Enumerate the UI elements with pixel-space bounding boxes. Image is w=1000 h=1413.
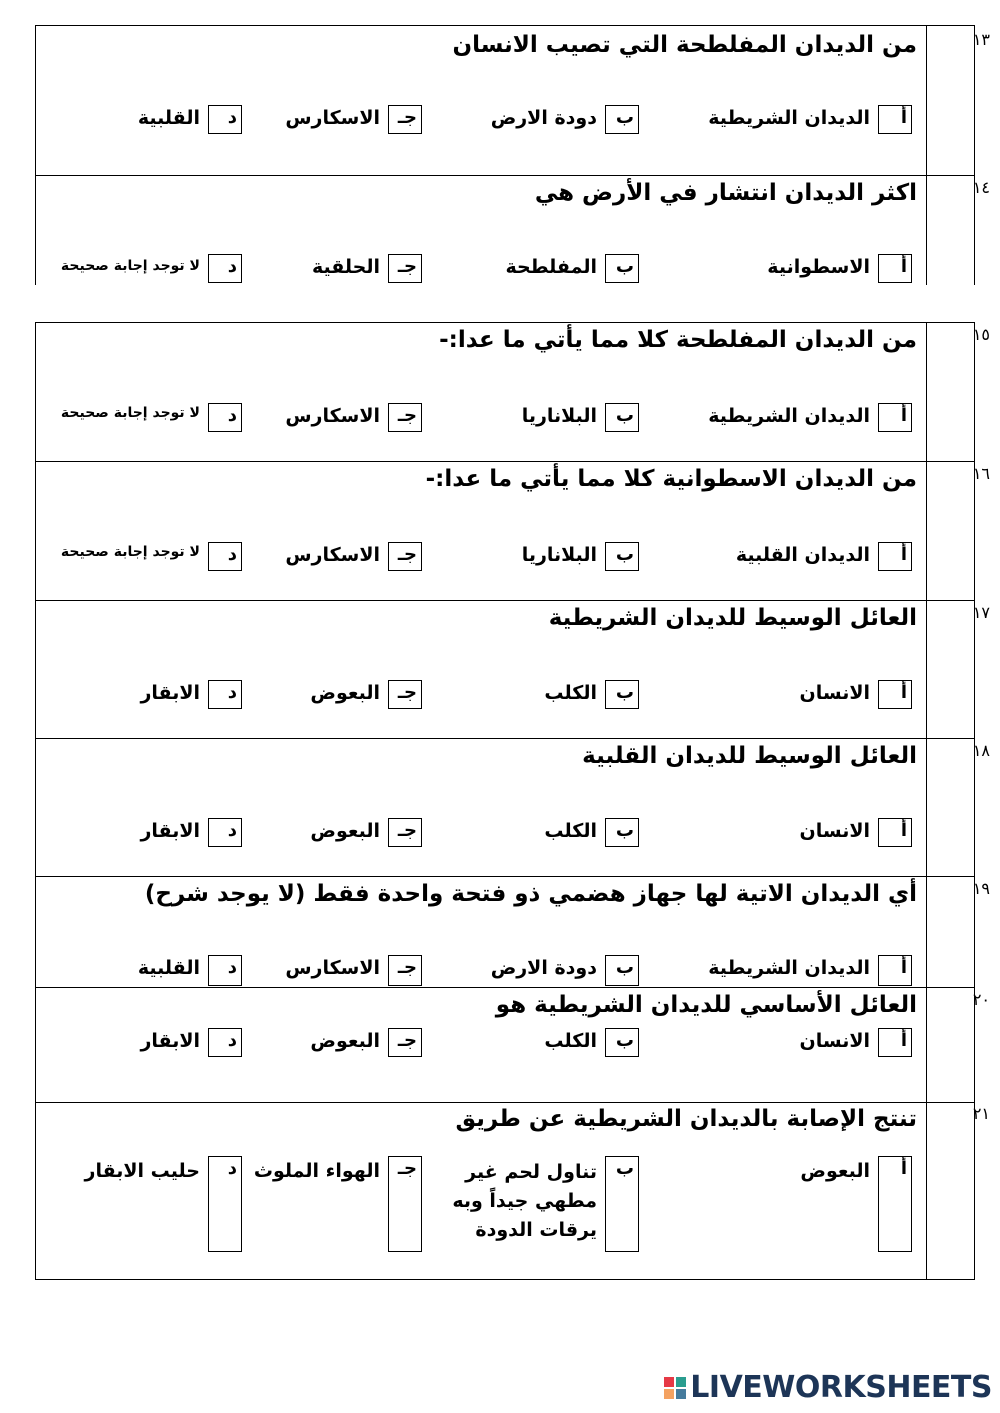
option-b-box[interactable] xyxy=(605,254,639,283)
option-d-text: لا توجد إجابة صحيحة xyxy=(60,405,200,421)
question-text: العائل الوسيط للديدان الشريطية xyxy=(548,605,917,631)
option-letter: د xyxy=(227,682,237,703)
question-text: العائل الوسيط للديدان القلبية xyxy=(582,743,917,769)
question-number: ١٣ xyxy=(972,30,990,49)
table-upper xyxy=(35,25,975,285)
option-c-box[interactable] xyxy=(388,105,422,134)
option-letter: ب xyxy=(615,820,634,841)
option-a-box[interactable] xyxy=(878,680,912,709)
option-a-text: البعوض xyxy=(800,1160,870,1182)
option-a-text: الديدان الشريطية xyxy=(708,957,870,979)
question-text: أي الديدان الاتية لها جهاز هضمي ذو فتحة واحدة فقط (لا يوجد شرح) xyxy=(144,881,917,907)
option-a-box[interactable] xyxy=(878,955,912,986)
option-a-box[interactable] xyxy=(878,254,912,283)
option-letter: ب xyxy=(615,1030,634,1051)
option-c-box[interactable] xyxy=(388,680,422,709)
option-c-text: الاسكارس xyxy=(285,957,380,979)
question-text: اكثر الديدان انتشار في الأرض هي xyxy=(534,180,917,206)
question-number: ١٥ xyxy=(972,325,990,344)
question-number: ١٧ xyxy=(972,603,990,622)
option-d-box[interactable] xyxy=(208,1028,242,1057)
option-b-box[interactable] xyxy=(605,955,639,986)
option-b-text: الكلب xyxy=(544,682,597,704)
option-d-box[interactable] xyxy=(208,403,242,432)
option-letter: جـ xyxy=(397,405,417,426)
option-letter: جـ xyxy=(397,1158,417,1179)
question-text: العائل الأساسي للديدان الشريطية هو xyxy=(495,992,917,1018)
option-letter: ب xyxy=(615,256,634,277)
question-text: تنتج الإصابة بالديدان الشريطية عن طريق xyxy=(455,1106,917,1132)
row-divider xyxy=(36,1102,974,1103)
option-d-box[interactable] xyxy=(208,1156,242,1252)
question-number: ٢٠ xyxy=(972,990,990,1009)
option-c-text: البعوض xyxy=(310,682,380,704)
option-d-box[interactable] xyxy=(208,680,242,709)
option-letter: جـ xyxy=(397,820,417,841)
option-d-text: حليب الابقار xyxy=(84,1160,200,1182)
option-b-text: الكلب xyxy=(544,820,597,842)
question-number: ١٦ xyxy=(972,464,990,483)
option-c-text: الاسكارس xyxy=(285,405,380,427)
question-number: ١٩ xyxy=(972,879,990,898)
option-a-box[interactable] xyxy=(878,1156,912,1252)
option-d-box[interactable] xyxy=(208,818,242,847)
option-letter: جـ xyxy=(397,1030,417,1051)
option-a-text: الانسان xyxy=(799,1030,870,1052)
row-divider xyxy=(36,175,974,176)
option-a-box[interactable] xyxy=(878,105,912,134)
row-divider xyxy=(36,461,974,462)
option-letter: ب xyxy=(615,957,634,978)
option-letter: أ xyxy=(900,405,907,426)
option-c-box[interactable] xyxy=(388,1028,422,1057)
option-letter: ب xyxy=(615,544,634,565)
option-letter: د xyxy=(227,1030,237,1051)
option-letter: أ xyxy=(900,544,907,565)
option-d-text: الابقار xyxy=(140,682,200,704)
option-c-text: البعوض xyxy=(310,1030,380,1052)
option-c-text: الحلقية xyxy=(311,256,380,278)
option-b-box[interactable] xyxy=(605,680,639,709)
option-c-box[interactable] xyxy=(388,403,422,432)
option-letter: ب xyxy=(615,405,634,426)
option-b-box[interactable] xyxy=(605,1156,639,1252)
option-a-box[interactable] xyxy=(878,403,912,432)
option-letter: جـ xyxy=(397,544,417,565)
option-d-text: الابقار xyxy=(140,820,200,842)
option-letter: جـ xyxy=(397,107,417,128)
option-b-text: المفلطحة xyxy=(505,256,597,278)
option-letter: جـ xyxy=(397,957,417,978)
option-a-text: الديدان الشريطية xyxy=(708,405,870,427)
option-a-text: الديدان القلبية xyxy=(735,544,870,566)
option-b-box[interactable] xyxy=(605,542,639,571)
option-c-text: البعوض xyxy=(310,820,380,842)
option-letter: أ xyxy=(900,1030,907,1051)
option-d-text: لا توجد إجابة صحيحة xyxy=(60,544,200,560)
option-d-text: القلبية xyxy=(137,957,200,979)
question-number: ١٤ xyxy=(972,178,990,197)
option-b-text: دودة الارض xyxy=(490,957,597,979)
option-c-box[interactable] xyxy=(388,955,422,986)
option-a-text: الديدان الشريطية xyxy=(708,107,870,129)
option-letter: أ xyxy=(900,820,907,841)
option-b-box[interactable] xyxy=(605,403,639,432)
option-letter: جـ xyxy=(397,256,417,277)
brand-name: LIVEWORKSHEETS xyxy=(690,1370,992,1405)
question-text: من الديدان المفلطحة كلا مما يأتي ما عدا:- xyxy=(439,327,917,353)
option-letter: ب xyxy=(615,682,634,703)
option-b-box[interactable] xyxy=(605,818,639,847)
option-d-text: القلبية xyxy=(137,107,200,129)
option-d-box[interactable] xyxy=(208,254,242,283)
option-c-box[interactable] xyxy=(388,542,422,571)
option-d-box[interactable] xyxy=(208,955,242,986)
option-letter: د xyxy=(227,107,237,128)
option-a-box[interactable] xyxy=(878,542,912,571)
option-b-box[interactable] xyxy=(605,1028,639,1057)
question-number: ٢١ xyxy=(972,1104,990,1123)
option-b-text: الكلب xyxy=(544,1030,597,1052)
option-letter: د xyxy=(227,544,237,565)
option-letter: أ xyxy=(900,957,907,978)
option-c-text: الهواء الملوث xyxy=(253,1160,380,1182)
option-a-text: الانسان xyxy=(799,820,870,842)
option-b-text: تناول لحم غير مطهي جيداً وبه يرقات الدودة xyxy=(452,1161,597,1241)
row-divider xyxy=(36,876,974,877)
option-letter: أ xyxy=(900,1158,907,1179)
option-a-text: الاسطوانية xyxy=(767,256,870,278)
liveworksheets-logo xyxy=(663,1370,992,1405)
option-d-box[interactable] xyxy=(208,105,242,134)
option-c-box[interactable] xyxy=(388,818,422,847)
option-letter: أ xyxy=(900,682,907,703)
option-a-text: الانسان xyxy=(799,682,870,704)
option-letter: جـ xyxy=(397,682,417,703)
option-a-box[interactable] xyxy=(878,818,912,847)
option-letter: أ xyxy=(900,107,907,128)
option-c-text: الاسكارس xyxy=(285,544,380,566)
option-d-text: لا توجد إجابة صحيحة xyxy=(60,258,200,274)
row-divider xyxy=(36,738,974,739)
number-column xyxy=(926,26,974,285)
option-b-text: دودة الارض xyxy=(490,107,597,129)
option-c-text: الاسكارس xyxy=(285,107,380,129)
option-b-box[interactable] xyxy=(605,105,639,134)
option-c-box[interactable] xyxy=(388,1156,422,1252)
option-letter: ب xyxy=(615,1158,634,1179)
option-d-box[interactable] xyxy=(208,542,242,571)
option-letter: د xyxy=(227,1158,237,1179)
option-letter: د xyxy=(227,256,237,277)
option-a-box[interactable] xyxy=(878,1028,912,1057)
question-text: من الديدان الاسطوانية كلا مما يأتي ما عدا:- xyxy=(425,466,917,492)
option-b-text: البلاناريا xyxy=(521,405,597,427)
question-number: ١٨ xyxy=(972,741,990,760)
question-text: من الديدان المفلطحة التي تصيب الانسان xyxy=(452,32,917,58)
option-c-box[interactable] xyxy=(388,254,422,283)
option-letter: ب xyxy=(615,107,634,128)
row-divider xyxy=(36,600,974,601)
number-column xyxy=(926,323,974,1279)
option-letter: أ xyxy=(900,256,907,277)
option-d-text: الابقار xyxy=(140,1030,200,1052)
option-letter: د xyxy=(227,405,237,426)
option-letter: د xyxy=(227,957,237,978)
logo-grid-icon xyxy=(663,1376,687,1400)
row-divider xyxy=(36,987,974,988)
option-letter: د xyxy=(227,820,237,841)
option-b-text: البلاناريا xyxy=(521,544,597,566)
